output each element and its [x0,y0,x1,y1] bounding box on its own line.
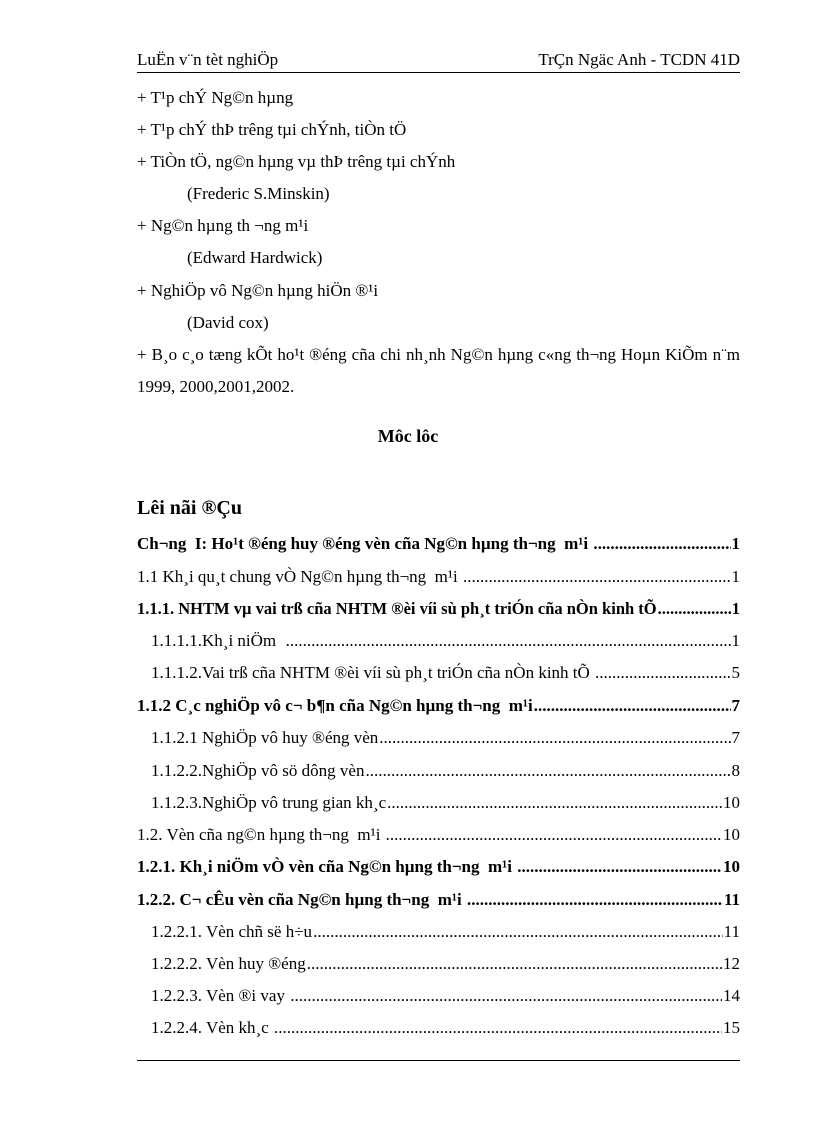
toc-entry[interactable] [137,567,740,591]
reference-item: + Ng©n hµng th ¬ng m¹i [137,216,309,235]
toc-entry[interactable] [137,857,740,881]
toc-entry[interactable] [151,1018,740,1042]
toc-entry-text: 1.2.2. C¬ cÊu vèn cña Ng©n hµng th¬ng m¹i [137,890,466,909]
toc-leader [517,857,722,877]
toc-leader [534,696,731,716]
toc-leader [595,663,730,683]
toc-leader [286,631,731,651]
toc-entry-page: 10 [723,857,740,876]
toc-entry[interactable] [151,663,740,687]
toc-entry-text: 1.2.2.4. Vèn kh¸c [151,1018,273,1037]
toc-entry-text: 1.2.2.3. Vèn ®i vay [151,986,290,1005]
reference-item: + T¹p chÝ thÞ trêng tµi chÝnh, tiÒn tÖ [137,120,407,139]
toc-entry-page: 11 [723,890,740,909]
toc-leader [593,534,730,554]
toc-leader [307,954,722,974]
header-thesis-title: LuËn v¨n tèt nghiÖp [137,50,279,69]
toc-title: Môc lôc [377,426,439,446]
toc-entry-page: 15 [723,1018,740,1037]
reference-author: (David cox) [187,313,269,332]
toc-entry-page: 1 [731,534,740,553]
toc-leader [274,1018,722,1038]
toc-entry-text: 1.2.2.1. Vèn chñ së h÷u [151,922,313,941]
toc-entry[interactable] [151,761,740,785]
toc-entry-text: 1.1.2.1 NghiÖp vô huy ®éng vèn [151,728,379,747]
toc-entry-text: 1.1 Kh¸i qu¸t chung vÒ Ng©n hµng th¬ng m¹i [137,567,462,586]
toc-entry[interactable] [137,599,740,623]
toc-entry-page: 1 [731,631,740,650]
toc-entry[interactable] [137,825,740,849]
toc-entry[interactable] [151,631,740,655]
footer-rule [137,1060,740,1061]
toc-leader [467,890,723,910]
toc-entry-page: 10 [723,793,740,812]
toc-leader [379,728,730,748]
toc-entry[interactable] [151,954,740,978]
toc-entry-page: 1 [731,567,740,586]
toc-leader [290,986,722,1006]
toc-entry-page: 8 [731,761,740,780]
toc-entry-text: 1.1.1.1.Kh¸i niÖm [151,631,285,650]
toc-entry[interactable] [151,793,740,817]
toc-entry-text: 1.1.2.3.NghiÖp vô trung gian kh¸c [151,793,387,812]
toc-leader [313,922,723,942]
intro-heading: Lêi nãi ®Çu [137,497,242,519]
reference-item: + T¹p chÝ Ng©n hµng [137,88,294,107]
toc-entry[interactable] [137,534,740,558]
toc-entry-text: 1.1.2.2.NghiÖp vô sö dông vèn [151,761,365,780]
toc-entry-text: 1.2. Vèn cña ng©n hµng th¬ng m¹i [137,825,385,844]
toc-entry[interactable] [137,696,740,720]
toc-leader [387,793,722,813]
toc-entry-text: 1.2.2.2. Vèn huy ®éng [151,954,306,973]
report-reference-paragraph: + B¸o c¸o tæng kÕt ho¹t ®éng cña chi nh¸nh Ng©n hµng c«ng th¬ng Hoµn KiÕm n¨m 1999, 2000,2001,2002. [137,345,740,396]
toc-leader [386,825,722,845]
toc-leader [463,567,731,587]
toc-entry-page: 1 [731,599,740,618]
toc-entry-page: 12 [723,954,740,973]
reference-author: (Frederic S.Minskin) [187,184,330,203]
reference-author: (Edward Hardwick) [187,248,323,267]
toc-entry-page: 10 [723,825,740,844]
toc-entry-text: 1.1.1.2.Vai trß cña NHTM ®èi víi sù ph¸t triÓn cña nÒn kinh tÕ [151,663,595,682]
toc-entry[interactable] [137,890,740,914]
reference-item: + NghiÖp vô Ng©n hµng hiÖn ®¹i [137,281,379,300]
toc-leader [658,599,731,619]
toc-entry[interactable] [151,922,740,946]
toc-entry-page: 7 [731,728,740,747]
toc-entry-text: 1.2.1. Kh¸i niÖm vÒ vèn cña Ng©n hµng th¬ng m¹i [137,857,517,876]
toc-entry-page: 14 [723,986,740,1005]
header-author: TrÇn Ngäc Anh - TCDN 41D [538,50,740,69]
toc-entry-text: 1.1.1. NHTM vµ vai trß cña NHTM ®èi víi sù ph¸t triÓn cña nÒn kinh tÕ [137,599,657,618]
toc-entry-page: 5 [731,663,740,682]
toc-entry[interactable] [151,728,740,752]
reference-item: + TiÒn tÖ, ng©n hµng vµ thÞ trêng tµi chÝnh [137,152,456,171]
page-header [137,50,740,73]
toc-entry[interactable] [151,986,740,1010]
toc-entry-page: 11 [723,922,740,941]
toc-entry-page: 7 [731,696,740,715]
toc-entry-text: Ch¬ng I: Ho¹t ®éng huy ®éng vèn cña Ng©n hµng th¬ng m¹i [137,534,593,553]
toc-entry-text: 1.1.2 C¸c nghiÖp vô c¬ b¶n cña Ng©n hµng th¬ng m¹i [137,696,533,715]
toc-leader [365,761,730,781]
